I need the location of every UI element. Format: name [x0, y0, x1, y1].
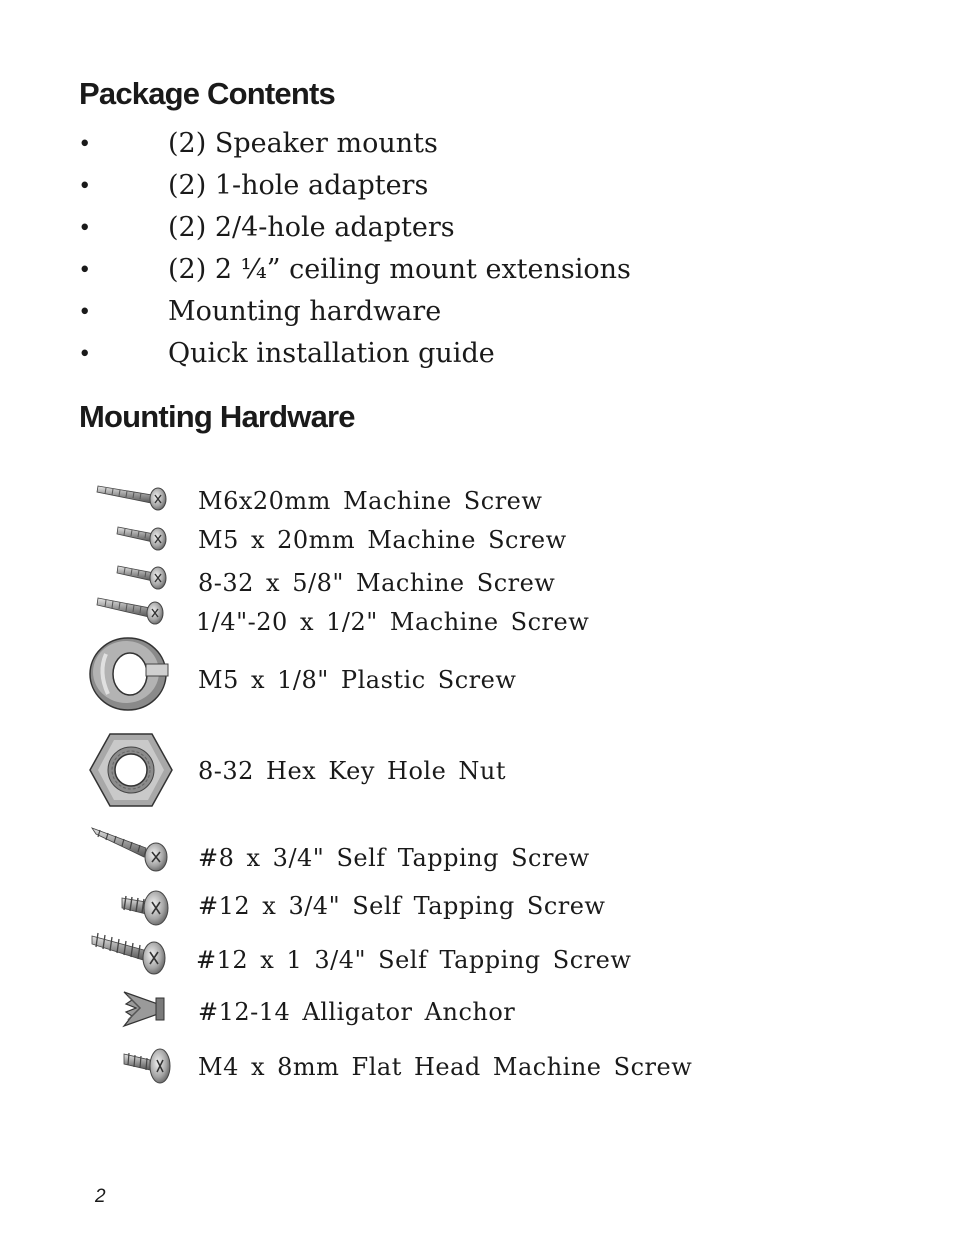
hardware-label: #8 x 3/4" Self Tapping Screw: [198, 844, 590, 872]
flat-head-screw-icon: [120, 1042, 174, 1088]
self-tapping-screw-icon: [88, 822, 174, 876]
bullet: •: [80, 296, 90, 326]
list-item: [80, 332, 631, 374]
page-number: 2: [95, 1186, 106, 1207]
machine-screw-icon: [112, 558, 174, 594]
machine-screw-icon: [92, 590, 174, 630]
bullet: •: [80, 254, 90, 284]
list-item-text: (2) 2/4-hole adapters: [168, 212, 455, 243]
hardware-label: 8-32 Hex Key Hole Nut: [198, 757, 507, 785]
alligator-anchor-icon: [118, 984, 174, 1032]
bullet: •: [80, 212, 90, 242]
list-item-text: (2) 1-hole adapters: [168, 170, 429, 201]
list-item-text: Quick installation guide: [168, 338, 495, 369]
list-item: [80, 206, 631, 248]
hardware-label: M5 x 1/8" Plastic Screw: [198, 666, 517, 694]
machine-screw-icon: [112, 519, 174, 555]
hardware-label: #12-14 Alligator Anchor: [198, 998, 516, 1026]
plastic-ring-icon: [86, 634, 174, 714]
package-contents-list: [80, 122, 631, 374]
bullet: •: [80, 128, 90, 158]
hex-nut-icon: [88, 728, 174, 812]
hardware-label: 1/4"-20 x 1/2" Machine Screw: [196, 608, 590, 636]
hardware-label: M6x20mm Machine Screw: [198, 487, 543, 515]
hardware-label: #12 x 3/4" Self Tapping Screw: [198, 892, 606, 920]
list-item-text: Mounting hardware: [168, 296, 442, 327]
list-item: [80, 290, 631, 332]
hardware-label: #12 x 1 3/4" Self Tapping Screw: [196, 946, 632, 974]
hardware-label: M5 x 20mm Machine Screw: [198, 526, 567, 554]
machine-screw-icon: [92, 478, 174, 516]
list-item-text: (2) Speaker mounts: [168, 128, 438, 159]
list-item: [80, 164, 631, 206]
mounting-hardware-heading: Mounting Hardware: [79, 399, 355, 434]
hardware-label: 8-32 x 5/8" Machine Screw: [198, 569, 556, 597]
list-item: [80, 248, 631, 290]
bullet: •: [80, 170, 90, 200]
package-contents-heading: Package Contents: [79, 76, 335, 111]
self-tapping-screw-icon: [88, 924, 174, 980]
list-item-text: (2) 2 ¼” ceiling mount extensions: [168, 254, 631, 285]
list-item: [80, 122, 631, 164]
bullet: •: [80, 338, 90, 368]
hardware-label: M4 x 8mm Flat Head Machine Screw: [198, 1053, 693, 1081]
